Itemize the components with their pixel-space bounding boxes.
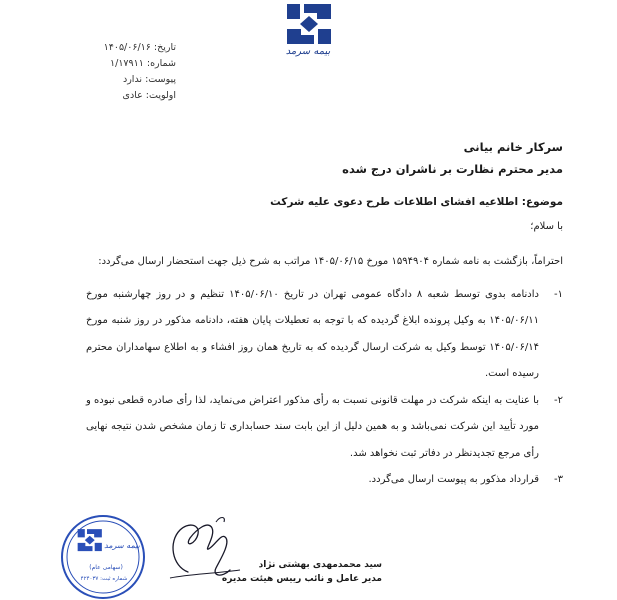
list-item-number: ۳- (554, 474, 563, 485)
list-item (86, 282, 563, 388)
letter-attachment: پیوست: ندارد (122, 74, 176, 85)
letter-subject: موضوع: اطلاعیه افشای اطلاعات طرح دعوی علیه شرکت (270, 196, 563, 208)
letter-meta (98, 40, 176, 104)
stamp-reg-text: شماره ثبت: ۴۲۴۰۳۷ (80, 576, 128, 582)
letter-intro: احتراماً، بازگشت به نامه شماره ۱۵۹۴۹۰۴ مورخ ۱۴۰۵/۰۶/۱۵ مراتب به شرح ذیل جهت استحضار ارسال می‌گردد: (98, 256, 563, 267)
letter-number: شماره: ۱/۱۷۹۱۱ (110, 58, 176, 69)
signer-title: مدیر عامل و نائب رییس هیئت مدیره (221, 574, 382, 584)
signer-name: سید محمدمهدی بهشتی نژاد (258, 560, 382, 570)
sarmad-logo-icon (284, 2, 334, 46)
signer-block (221, 558, 382, 586)
recipient-name: سرکار خانم بیانی (463, 140, 563, 154)
letter-priority: اولویت: عادی (122, 90, 176, 101)
list-item-number: ۲- (554, 394, 563, 406)
list-item (86, 467, 563, 494)
letter-date: تاریخ: ۱۴۰۵/۰۶/۱۶ (103, 42, 176, 53)
recipient-block (342, 136, 563, 180)
list-item-text: با عنایت به اینکه شرکت در مهلت قانونی نسبت به رأی مذکور اعتراض می‌نماید، لذا رأی صادره قطعی نبوده و مورد تأیید این شرکت نمی‌باشد و به همین دلیل از این بابت سند حسابداری تا زمان مشخص شدن نتیجه نهایی رأی مرجع تجدیدنظر در دفاتر ثبت نخواهد شد. (86, 394, 539, 459)
stamp-brand-text: بیمه سرمد (104, 541, 140, 550)
letter-greeting: با سلام؛ (530, 221, 563, 232)
letter-body (86, 249, 563, 494)
company-stamp-icon (60, 514, 146, 600)
list-item-text: دادنامه بدوی توسط شعبه ۸ دادگاه عمومی تهران در تاریخ ۱۴۰۵/۰۶/۱۰ تنظیم و در روز چهارشنبه مورخ ۱۴۰۵/۰۶/۱۱ به وکیل پرونده ابلاغ گردیده که با توجه به تعطیلات پایان هفته، دادنامه مذکور در روز شنبه مورخ ۱۴۰۵/۰۶/۱۴ توسط وکیل به شرکت ارسال گردیده که به تاریخ همان روز افشاء و به اطلاع سهامداران محترم رسیده است. (86, 288, 539, 379)
stamp-sub-text: (سهامی عام) (89, 564, 123, 571)
list-item-number: ۱- (554, 288, 563, 300)
list-item-text: قرارداد مذکور به پیوست ارسال می‌گردد. (368, 474, 539, 485)
recipient-title: مدیر محترم نظارت بر ناشران درج شده (342, 162, 563, 176)
logo-brand-text: بیمه سرمد (285, 46, 331, 57)
list-item (86, 388, 563, 468)
